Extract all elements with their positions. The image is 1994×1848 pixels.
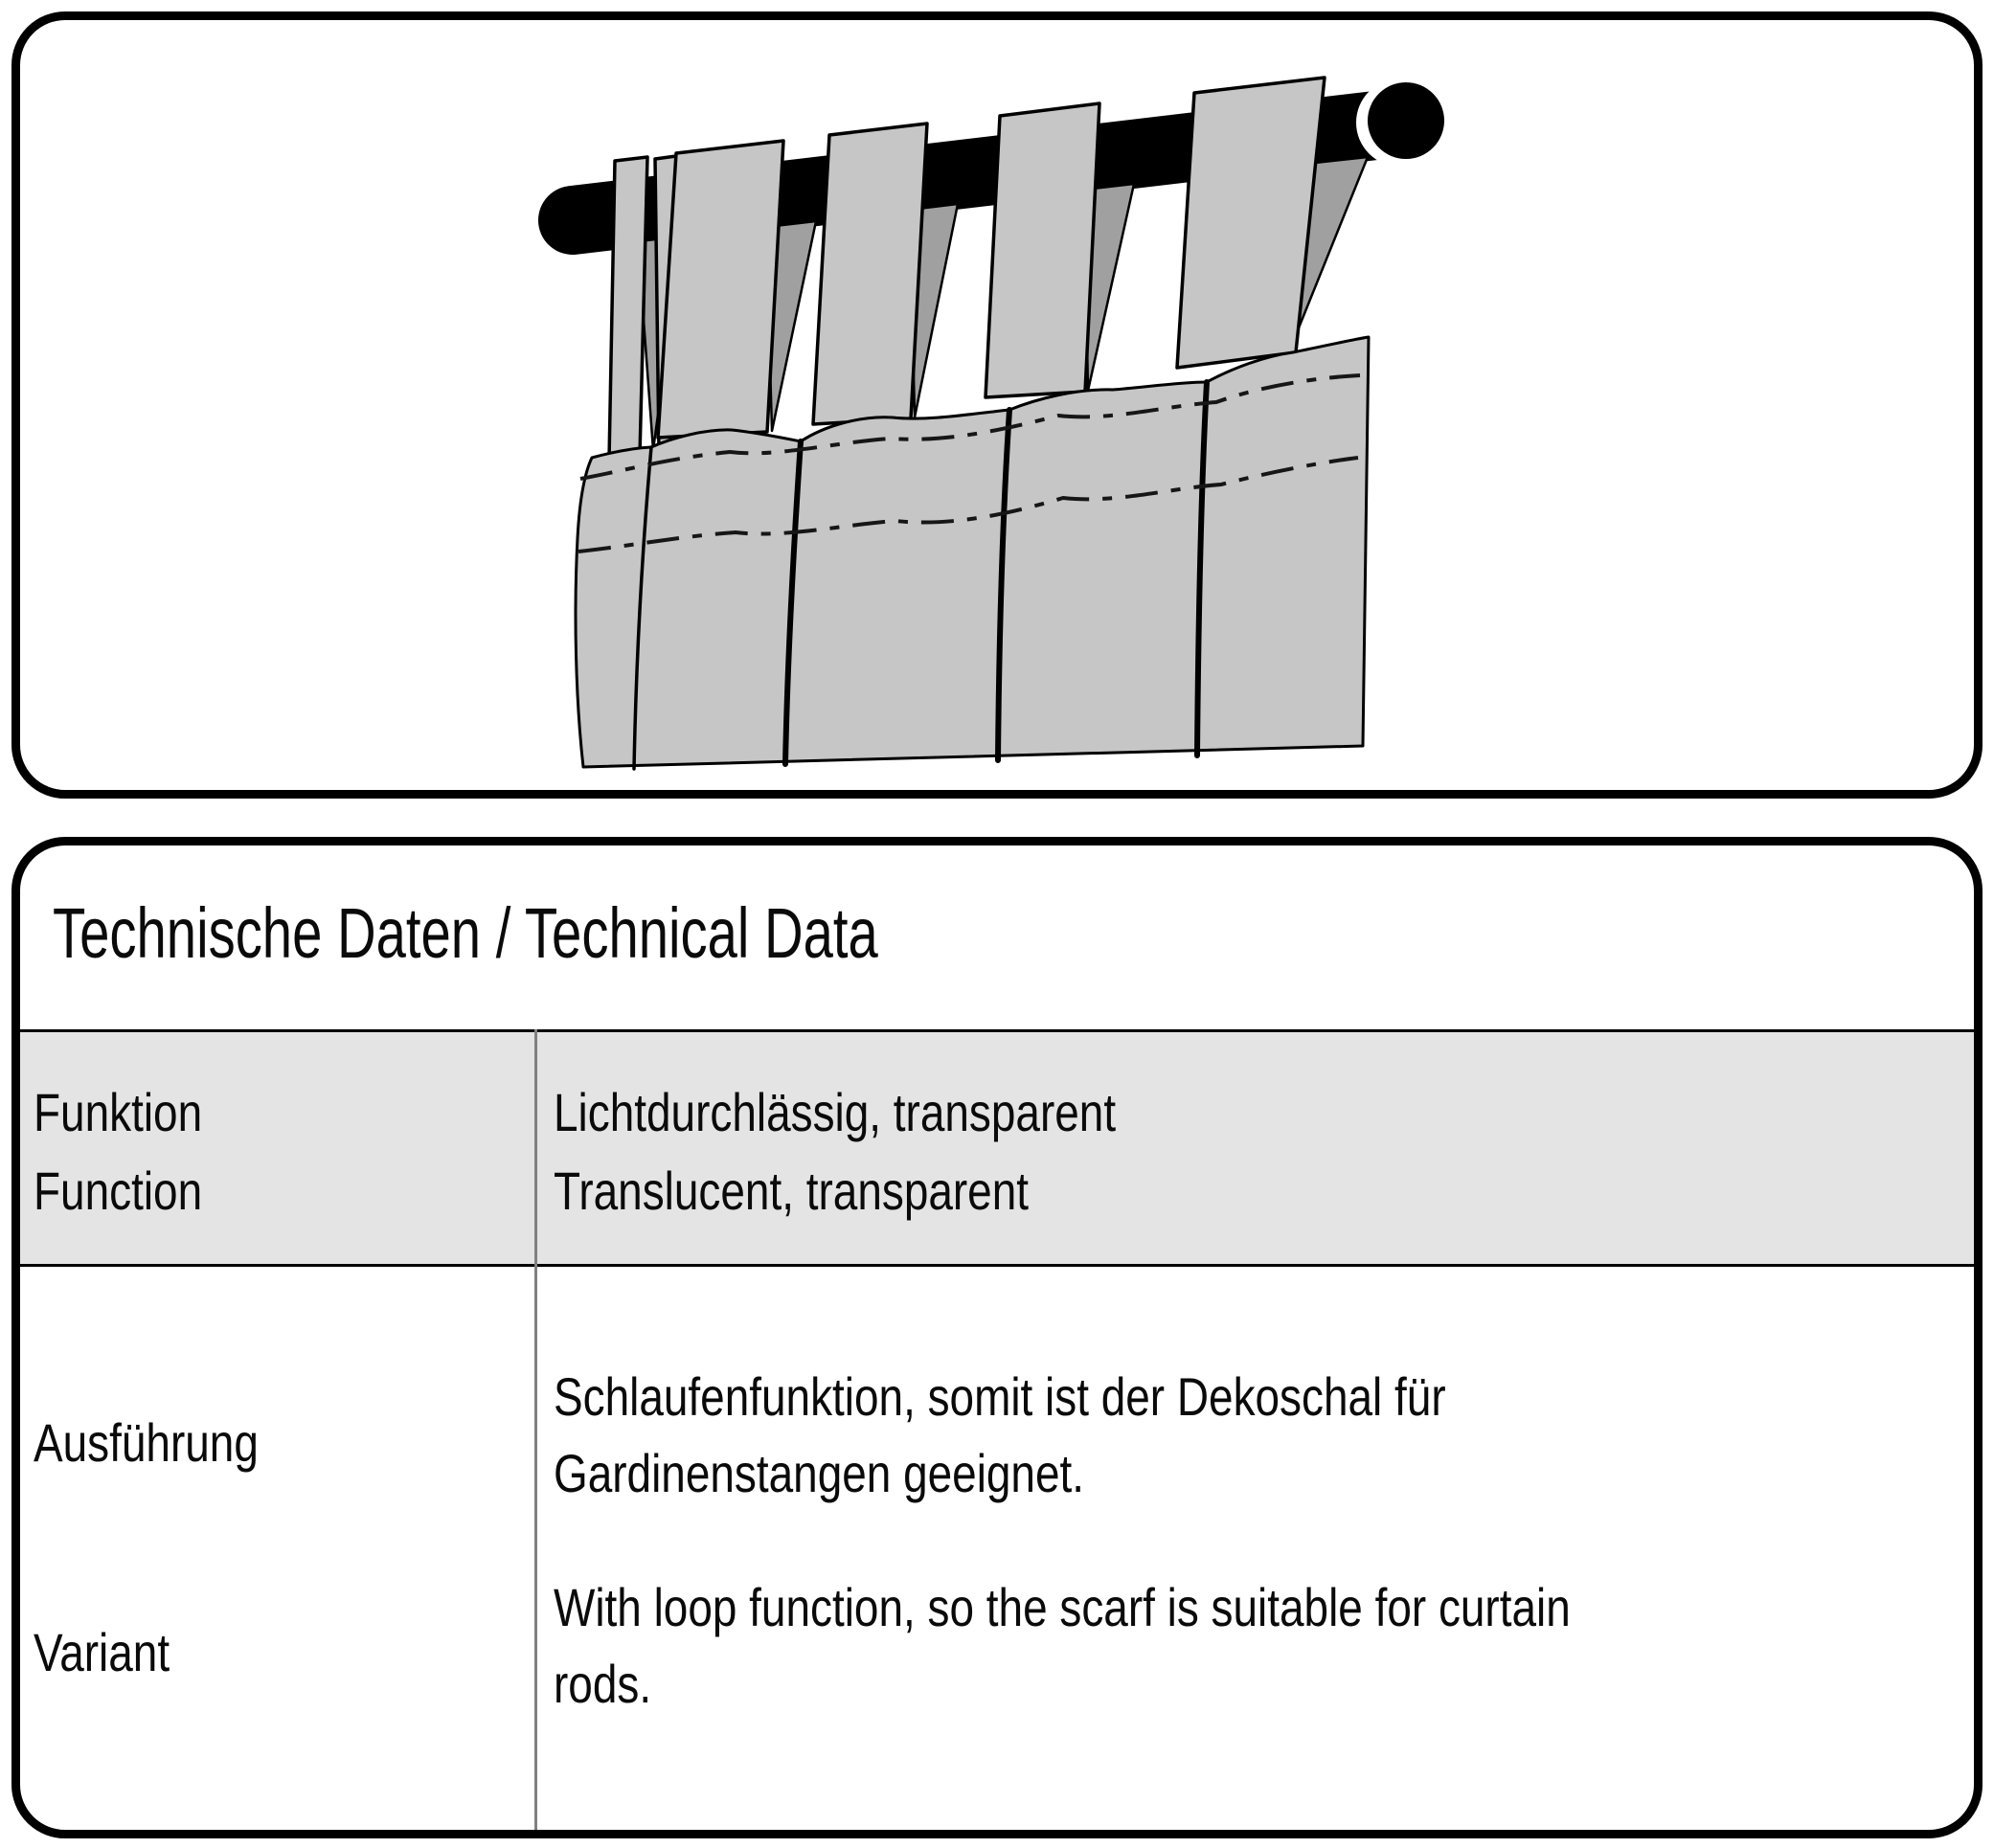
label-ausfuehrung: Ausführung bbox=[34, 1412, 259, 1473]
row-variant-label-en bbox=[34, 1614, 199, 1691]
value-variant-de-1: Schlaufenfunktion, somit ist der Dekoschal für bbox=[554, 1366, 1446, 1427]
row-function-label bbox=[34, 1073, 239, 1230]
label-funktion: Funktion bbox=[34, 1082, 203, 1142]
value-variant-de-2: Gardinenstangen geeignet. bbox=[554, 1443, 1085, 1503]
illustration-panel bbox=[11, 11, 1983, 799]
technical-data-panel bbox=[11, 837, 1983, 1838]
row-variant-label-de bbox=[34, 1404, 307, 1482]
value-funktion-de: Lichtdurchlässig, transparent bbox=[554, 1082, 1117, 1142]
row-function-value bbox=[554, 1073, 1239, 1230]
table-column-divider bbox=[534, 1029, 537, 1830]
table-title-text: Technische Daten / Technical Data bbox=[53, 893, 878, 973]
value-variant-en-1: With loop function, so the scarf is suitable for curtain bbox=[554, 1577, 1571, 1637]
row-variant-value-de bbox=[554, 1359, 1642, 1512]
row-variant-value-en bbox=[554, 1569, 1794, 1723]
value-funktion-en: Translucent, transparent bbox=[554, 1161, 1030, 1221]
table-title bbox=[53, 892, 1139, 975]
value-variant-en-2: rods. bbox=[554, 1654, 652, 1714]
label-function: Function bbox=[34, 1161, 203, 1221]
label-variant: Variant bbox=[34, 1622, 170, 1682]
